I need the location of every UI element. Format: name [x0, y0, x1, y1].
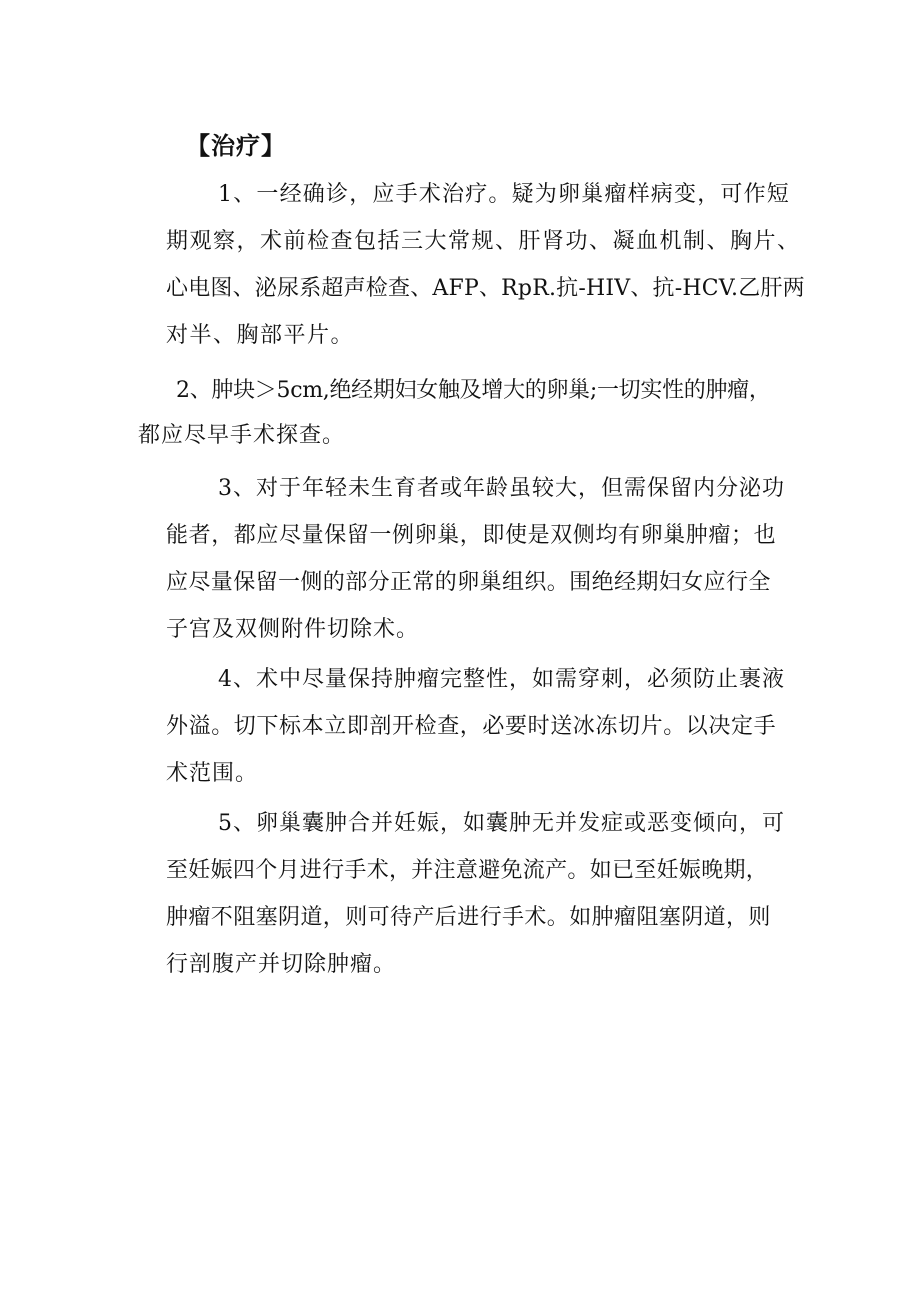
paragraph-line: 期观察，术前检查包括三大常规、肝肾功、凝血机制、胸片、 [166, 229, 801, 254]
paragraph-line: 应尽量保留一侧的部分正常的卵巢组织。围绝经期妇女应行全 [166, 570, 771, 595]
paragraph-line: 能者，都应尽量保留一例卵巢，即使是双侧均有卵巢肿瘤；也 [166, 523, 777, 548]
paragraph-line: 子宫及双侧附件切除术。 [166, 617, 420, 642]
paragraph-line: 都应尽早手术探查。 [138, 423, 346, 448]
paragraph-5 [166, 800, 806, 988]
paragraph-line: 肿瘤不阻塞阴道，则可待产后进行手术。如肿瘤阻塞阴道，则 [166, 905, 771, 930]
paragraph-3 [166, 465, 806, 653]
paragraph-line: 4、术中尽量保持肿瘤完整性，如需穿刺，必须防止裹液 [218, 667, 785, 692]
section-title: 【治疗】 [186, 131, 286, 160]
paragraph-line: 对半、胸部平片。 [166, 323, 355, 348]
paragraph-4 [166, 656, 806, 797]
paragraph-line: 术范围。 [166, 761, 259, 786]
paragraph-line: 1、一经确诊，应手术治疗。疑为卵巢瘤样病变，可作短 [218, 182, 790, 207]
paragraph-line: 外溢。切下标本立即剖开检查，必要时送冰冻切片。以决定手 [166, 714, 777, 739]
paragraph-1 [166, 171, 806, 359]
paragraph-line: 5、卵巢囊肿合并妊娠，如囊肿无并发症或恶变倾向，可 [218, 811, 785, 836]
paragraph-line: 行剖腹产并切除肿瘤。 [166, 952, 397, 977]
paragraph-line: 心电图、泌尿系超声检查、AFP、RpR.抗-HIV、抗-HCV.乙肝两 [166, 276, 805, 301]
paragraph-line: 至妊娠四个月进行手术，并注意避免流产。如已至妊娠晚期， [166, 858, 769, 883]
paragraph-line: 3、对于年轻未生育者或年龄虽较大，但需保留内分泌功 [218, 476, 785, 501]
paragraph-2 [138, 368, 818, 458]
paragraph-line: 2、肿块＞5cm,绝经期妇女触及增大的卵巢;一切实性的肿瘤， [176, 378, 771, 403]
